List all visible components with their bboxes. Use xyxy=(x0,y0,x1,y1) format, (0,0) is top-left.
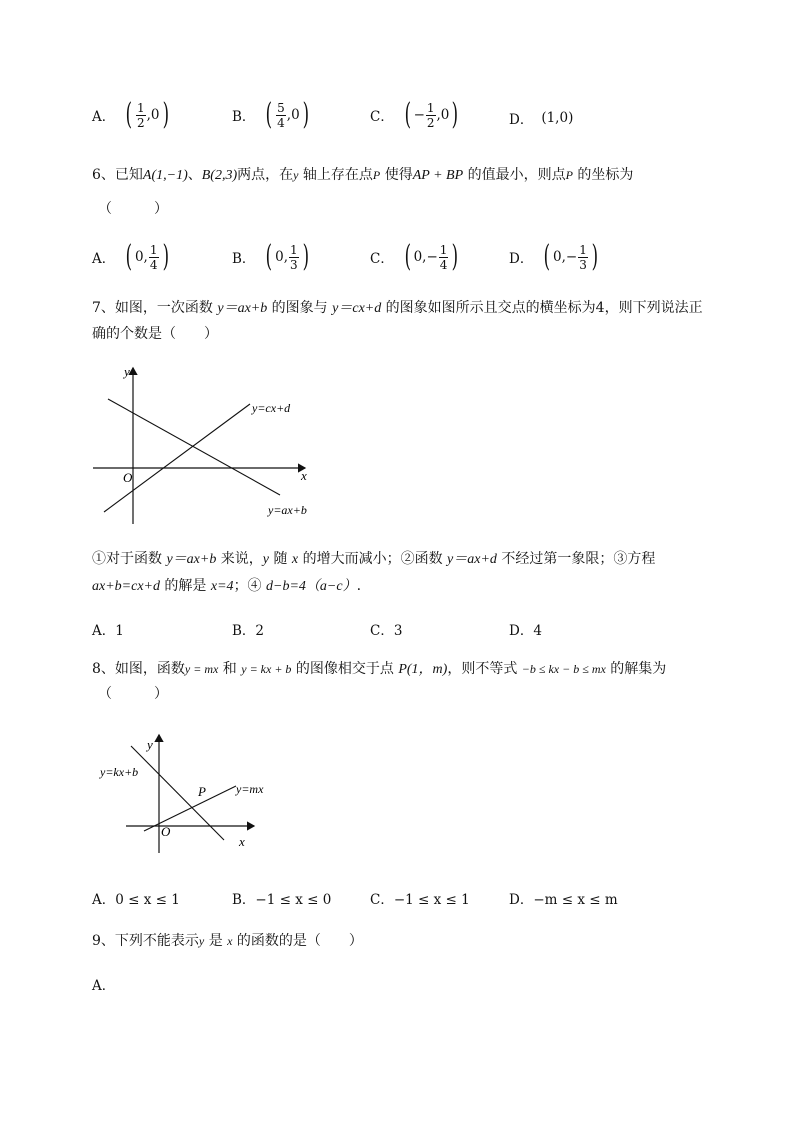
q9-stem: 9、下列不能表示y 是 x 的函数的是（ ） xyxy=(92,933,363,949)
q7-statements-line1: ①对于函数 y＝ax+b 来说，y 随 x 的增大而减小；②函数 y＝ax+d 不经过第一象限；③方程 xyxy=(92,551,656,567)
q8-option-b[interactable]: B．−1 ≤ x ≤ 0 xyxy=(232,892,332,908)
option-label: A． xyxy=(92,109,116,125)
fraction: $\frac{1}{3}$ xyxy=(579,242,587,272)
x-axis-label: x xyxy=(239,834,245,849)
q7-option-b[interactable]: B．2 xyxy=(232,623,265,639)
fraction: $\frac{1}{4}$ xyxy=(149,242,158,272)
q7-statements-line2: ax+b=cx+d 的解是 x=4；④ d−b=4（a−c）. xyxy=(92,578,362,594)
q8-option-d[interactable]: D．−m ≤ x ≤ m xyxy=(509,892,618,908)
q5-option-d[interactable]: D． (1,0) xyxy=(509,110,574,128)
q8-option-a[interactable]: A．0 ≤ x ≤ 1 xyxy=(92,892,180,908)
label-kx-plus-b: y=kx+b xyxy=(100,765,139,779)
fraction: $\frac{5}{4}$ xyxy=(277,100,285,130)
label-mx: y=mx xyxy=(236,782,264,796)
q5-option-b[interactable]: B． ( $\frac{5}{4}$ ,0 ) xyxy=(232,97,309,132)
q9-option-a[interactable]: A． xyxy=(92,978,116,994)
q6-stem: 6、已知A(1,−1)、B(2,3)两点，在y 轴上存在点P 使得AP + BP 的值最小，则点P 的坐标为 xyxy=(92,167,634,183)
q7-stem-line1: 7、如图，一次函数 y＝ax+b 的图象与 y＝cx+d 的图象如图所示且交点的横坐标为4，则下列说法正 xyxy=(92,300,703,316)
x-axis-label: x xyxy=(301,468,307,483)
q5-option-a[interactable]: A． ( $\frac{1}{2}$ ,0 ) xyxy=(92,97,169,132)
origin-label: O xyxy=(161,824,171,839)
q6-answer-blank: （ ） xyxy=(98,201,168,217)
label-ax-plus-b: y=ax+b xyxy=(268,503,307,517)
q6-option-a[interactable]: A． ( 0, $\frac{1}{4}$ ) xyxy=(92,239,169,274)
q7-graph xyxy=(90,362,330,532)
q8-stem: 8、如图，函数y = mx 和 y = kx + b 的图像相交于点 P(1，m)，则不等式 −b ≤ kx − b ≤ mx 的解集为 xyxy=(92,661,667,677)
y-axis-label: y xyxy=(124,364,130,379)
point-p-label: P xyxy=(198,784,206,799)
fraction: $\frac{1}{3}$ xyxy=(290,242,298,272)
line-cx-plus-d xyxy=(104,404,250,512)
q6-option-b[interactable]: B． ( 0, $\frac{1}{3}$ ) xyxy=(232,239,309,274)
label-cx-plus-d: y=cx+d xyxy=(252,401,291,415)
fraction: $\frac{1}{2}$ xyxy=(426,100,435,130)
q6-option-d[interactable]: D． ( 0,− $\frac{1}{3}$ ) xyxy=(509,239,598,274)
y-axis-label: y xyxy=(147,737,153,752)
q7-option-a[interactable]: A．1 xyxy=(92,623,124,639)
line-mx xyxy=(144,786,236,831)
q8-option-c[interactable]: C．−1 ≤ x ≤ 1 xyxy=(370,892,470,908)
q7-option-d[interactable]: D．4 xyxy=(509,623,542,639)
fraction: $\frac{1}{4}$ xyxy=(439,242,448,272)
fraction: $\frac{1}{2}$ xyxy=(136,100,145,130)
q7-stem-line2: 确的个数是（ ） xyxy=(92,326,218,342)
q8-graph xyxy=(98,732,278,857)
q7-option-c[interactable]: C．3 xyxy=(370,623,403,639)
q8-answer-blank: （ ） xyxy=(98,686,168,702)
q5-option-c[interactable]: C． ( − $\frac{1}{2}$ ,0 ) xyxy=(370,97,459,132)
q6-option-c[interactable]: C． ( 0,− $\frac{1}{4}$ ) xyxy=(370,239,459,274)
origin-label: O xyxy=(123,470,133,485)
